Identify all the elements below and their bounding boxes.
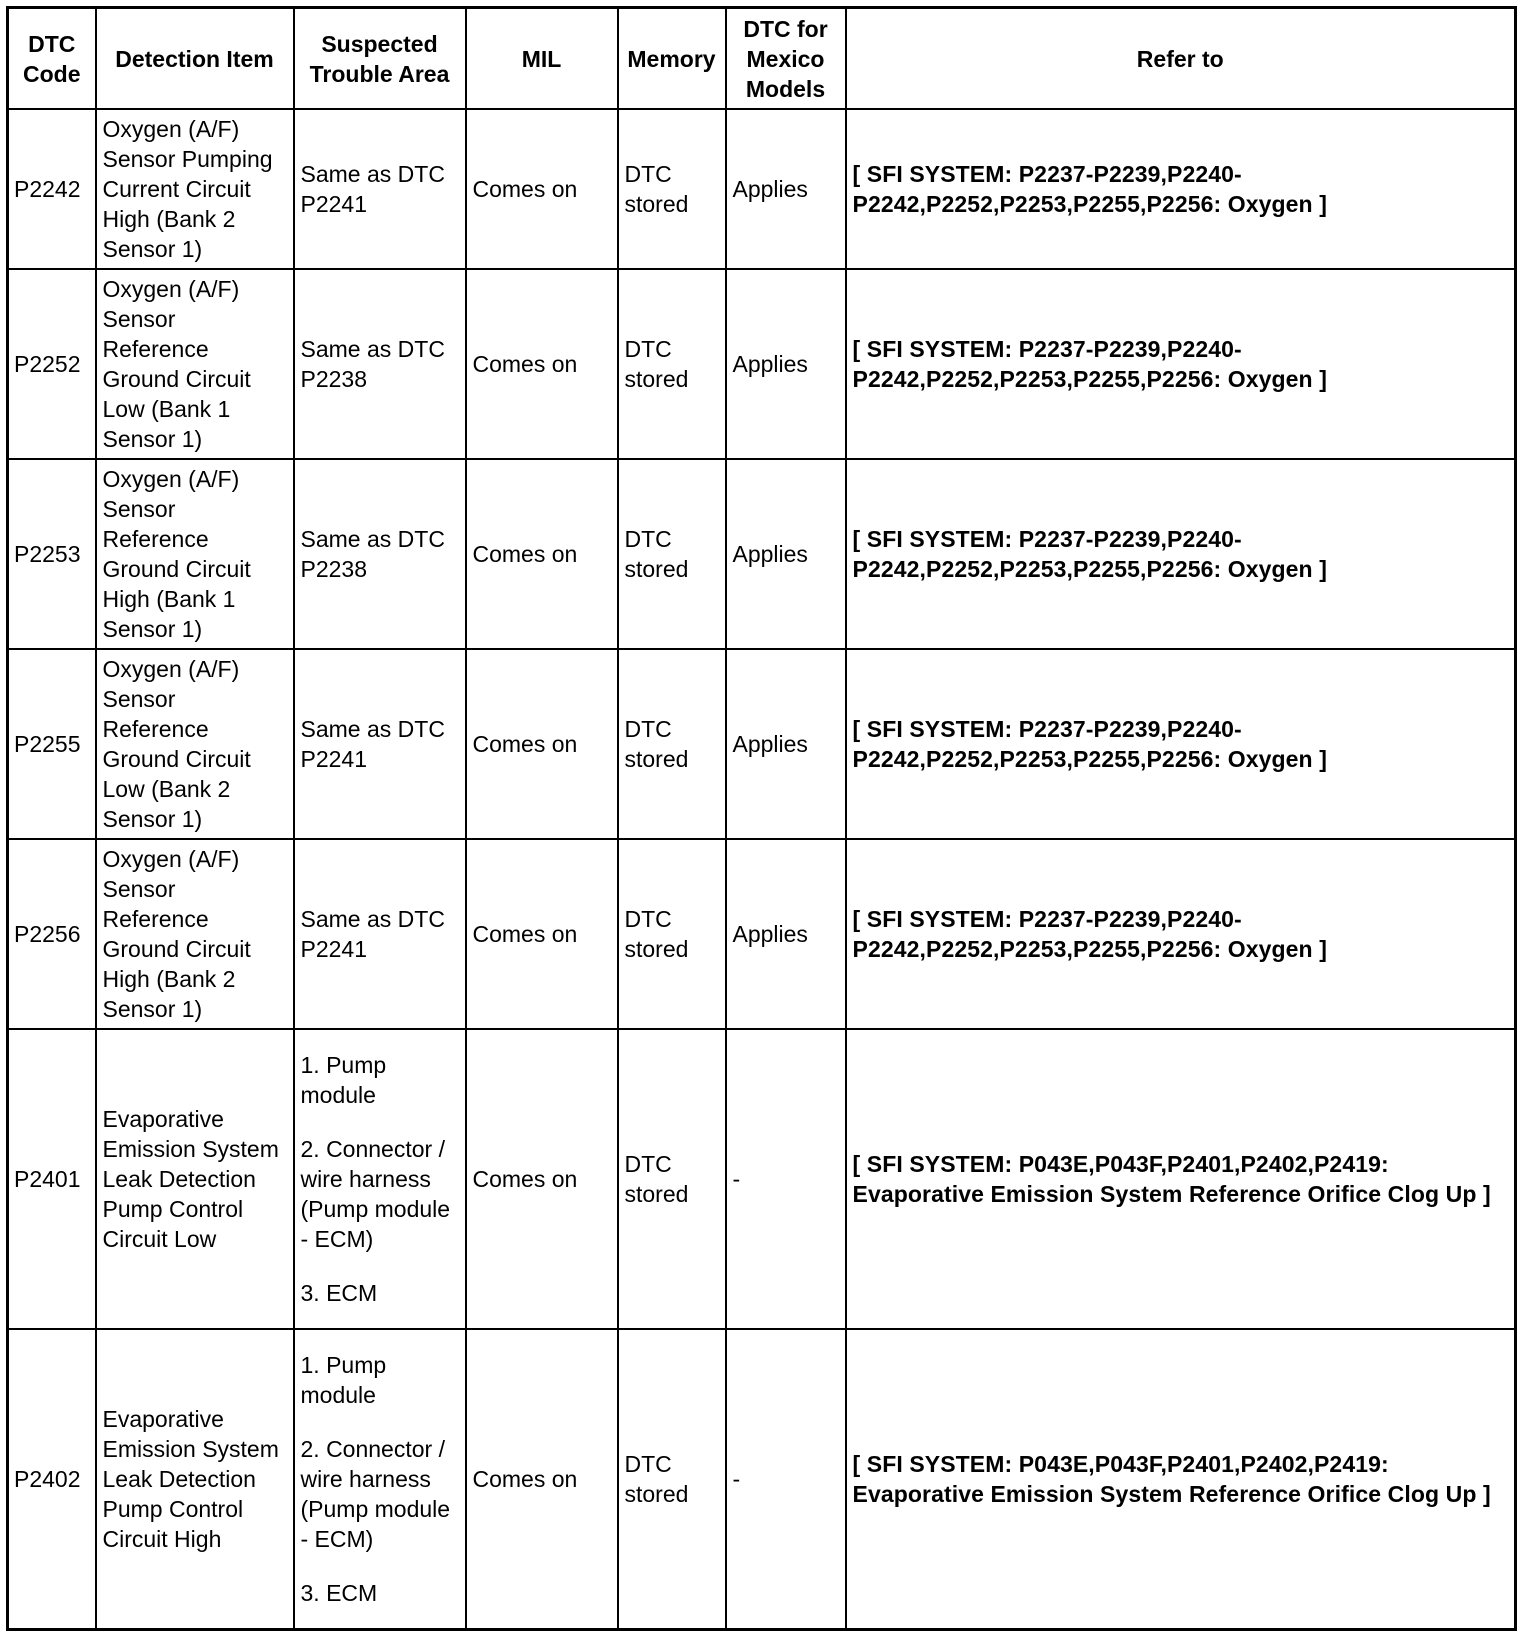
detection-item-cell: Oxygen (A/F) Sensor Reference Ground Circuit High (Bank 2 Sensor 1) bbox=[96, 839, 294, 1029]
mexico-models-cell: - bbox=[726, 1329, 846, 1629]
suspected-trouble-area-cell bbox=[294, 459, 466, 649]
trouble-area-item: 3. ECM bbox=[300, 1280, 378, 1306]
dtc-code-cell: P2242 bbox=[8, 109, 96, 269]
refer-to-cell: [ SFI SYSTEM: P2237-P2239,P2240-P2242,P2252,P2253,P2255,P2256: Oxygen ] bbox=[846, 109, 1516, 269]
trouble-area-item: 1. Pump module bbox=[300, 1351, 387, 1408]
mexico-models-cell: Applies bbox=[726, 269, 846, 459]
mexico-models-cell: Applies bbox=[726, 839, 846, 1029]
detection-item-cell: Oxygen (A/F) Sensor Reference Ground Circuit Low (Bank 2 Sensor 1) bbox=[96, 649, 294, 839]
dtc-code-cell: P2253 bbox=[8, 459, 96, 649]
trouble-area-item: 2. Connector / wire harness (Pump module - ECM) bbox=[300, 1435, 451, 1552]
trouble-area-item: 1. Pump module bbox=[300, 1052, 387, 1108]
detection-item-cell: Oxygen (A/F) Sensor Pumping Current Circuit High (Bank 2 Sensor 1) bbox=[96, 109, 294, 269]
mil-cell: Comes on bbox=[466, 459, 618, 649]
memory-cell: DTC stored bbox=[618, 1329, 726, 1629]
dtc-code-cell: P2255 bbox=[8, 649, 96, 839]
mil-cell: Comes on bbox=[466, 1329, 618, 1629]
dtc-table bbox=[6, 6, 1517, 1631]
header-detection-item: Detection Item bbox=[96, 8, 294, 110]
trouble-area-item: 2. Connector / wire harness (Pump module - ECM) bbox=[300, 1136, 451, 1252]
memory-cell: DTC stored bbox=[618, 459, 726, 649]
trouble-area-item: Same as DTC P2241 bbox=[300, 161, 445, 217]
suspected-trouble-area-cell bbox=[294, 1329, 466, 1629]
memory-cell: DTC stored bbox=[618, 269, 726, 459]
trouble-area-item: 3. ECM bbox=[300, 1579, 378, 1606]
mexico-models-cell: Applies bbox=[726, 649, 846, 839]
detection-item-cell: Evaporative Emission System Leak Detection Pump Control Circuit Low bbox=[96, 1029, 294, 1329]
detection-item-cell: Evaporative Emission System Leak Detection Pump Control Circuit High bbox=[96, 1329, 294, 1629]
refer-to-cell: [ SFI SYSTEM: P2237-P2239,P2240-P2242,P2252,P2253,P2255,P2256: Oxygen ] bbox=[846, 839, 1516, 1029]
memory-cell: DTC stored bbox=[618, 839, 726, 1029]
dtc-code-cell: P2252 bbox=[8, 269, 96, 459]
refer-to-cell: [ SFI SYSTEM: P043E,P043F,P2401,P2402,P2419: Evaporative Emission System Reference Orifice Clog Up ] bbox=[846, 1329, 1516, 1629]
detection-item-cell: Oxygen (A/F) Sensor Reference Ground Circuit Low (Bank 1 Sensor 1) bbox=[96, 269, 294, 459]
mil-cell: Comes on bbox=[466, 839, 618, 1029]
dtc-code-cell: P2401 bbox=[8, 1029, 96, 1329]
header-mil: MIL bbox=[466, 8, 618, 110]
header-refer-to: Refer to bbox=[846, 8, 1516, 110]
mexico-models-cell: Applies bbox=[726, 459, 846, 649]
trouble-area-item: Same as DTC P2238 bbox=[300, 336, 445, 392]
header-dtc-for-mexico-models: DTC for Mexico Models bbox=[726, 8, 846, 110]
header-dtc-code: DTC Code bbox=[8, 8, 96, 110]
mexico-models-cell: - bbox=[726, 1029, 846, 1329]
table-row bbox=[8, 269, 1516, 459]
table-row bbox=[8, 839, 1516, 1029]
table-row bbox=[8, 109, 1516, 269]
table-row bbox=[8, 1029, 1516, 1329]
mil-cell: Comes on bbox=[466, 269, 618, 459]
table-row bbox=[8, 1329, 1516, 1629]
refer-to-cell: [ SFI SYSTEM: P2237-P2239,P2240-P2242,P2252,P2253,P2255,P2256: Oxygen ] bbox=[846, 459, 1516, 649]
trouble-area-item: Same as DTC P2241 bbox=[300, 906, 445, 962]
memory-cell: DTC stored bbox=[618, 109, 726, 269]
suspected-trouble-area-cell bbox=[294, 269, 466, 459]
header-suspected-trouble-area: Suspected Trouble Area bbox=[294, 8, 466, 110]
suspected-trouble-area-cell bbox=[294, 839, 466, 1029]
suspected-trouble-area-cell bbox=[294, 109, 466, 269]
mexico-models-cell: Applies bbox=[726, 109, 846, 269]
detection-item-cell: Oxygen (A/F) Sensor Reference Ground Circuit High (Bank 1 Sensor 1) bbox=[96, 459, 294, 649]
suspected-trouble-area-cell bbox=[294, 1029, 466, 1329]
dtc-code-cell: P2256 bbox=[8, 839, 96, 1029]
dtc-code-cell: P2402 bbox=[8, 1329, 96, 1629]
mil-cell: Comes on bbox=[466, 109, 618, 269]
trouble-area-item: Same as DTC P2238 bbox=[300, 526, 445, 582]
memory-cell: DTC stored bbox=[618, 1029, 726, 1329]
memory-cell: DTC stored bbox=[618, 649, 726, 839]
mil-cell: Comes on bbox=[466, 1029, 618, 1329]
refer-to-cell: [ SFI SYSTEM: P2237-P2239,P2240-P2242,P2252,P2253,P2255,P2256: Oxygen ] bbox=[846, 649, 1516, 839]
refer-to-cell: [ SFI SYSTEM: P2237-P2239,P2240-P2242,P2252,P2253,P2255,P2256: Oxygen ] bbox=[846, 269, 1516, 459]
header-memory: Memory bbox=[618, 8, 726, 110]
header-row bbox=[8, 8, 1516, 110]
trouble-area-item: Same as DTC P2241 bbox=[300, 716, 445, 772]
table-row bbox=[8, 649, 1516, 839]
refer-to-cell: [ SFI SYSTEM: P043E,P043F,P2401,P2402,P2419: Evaporative Emission System Reference Orifice Clog Up ] bbox=[846, 1029, 1516, 1329]
suspected-trouble-area-cell bbox=[294, 649, 466, 839]
mil-cell: Comes on bbox=[466, 649, 618, 839]
table-row bbox=[8, 459, 1516, 649]
